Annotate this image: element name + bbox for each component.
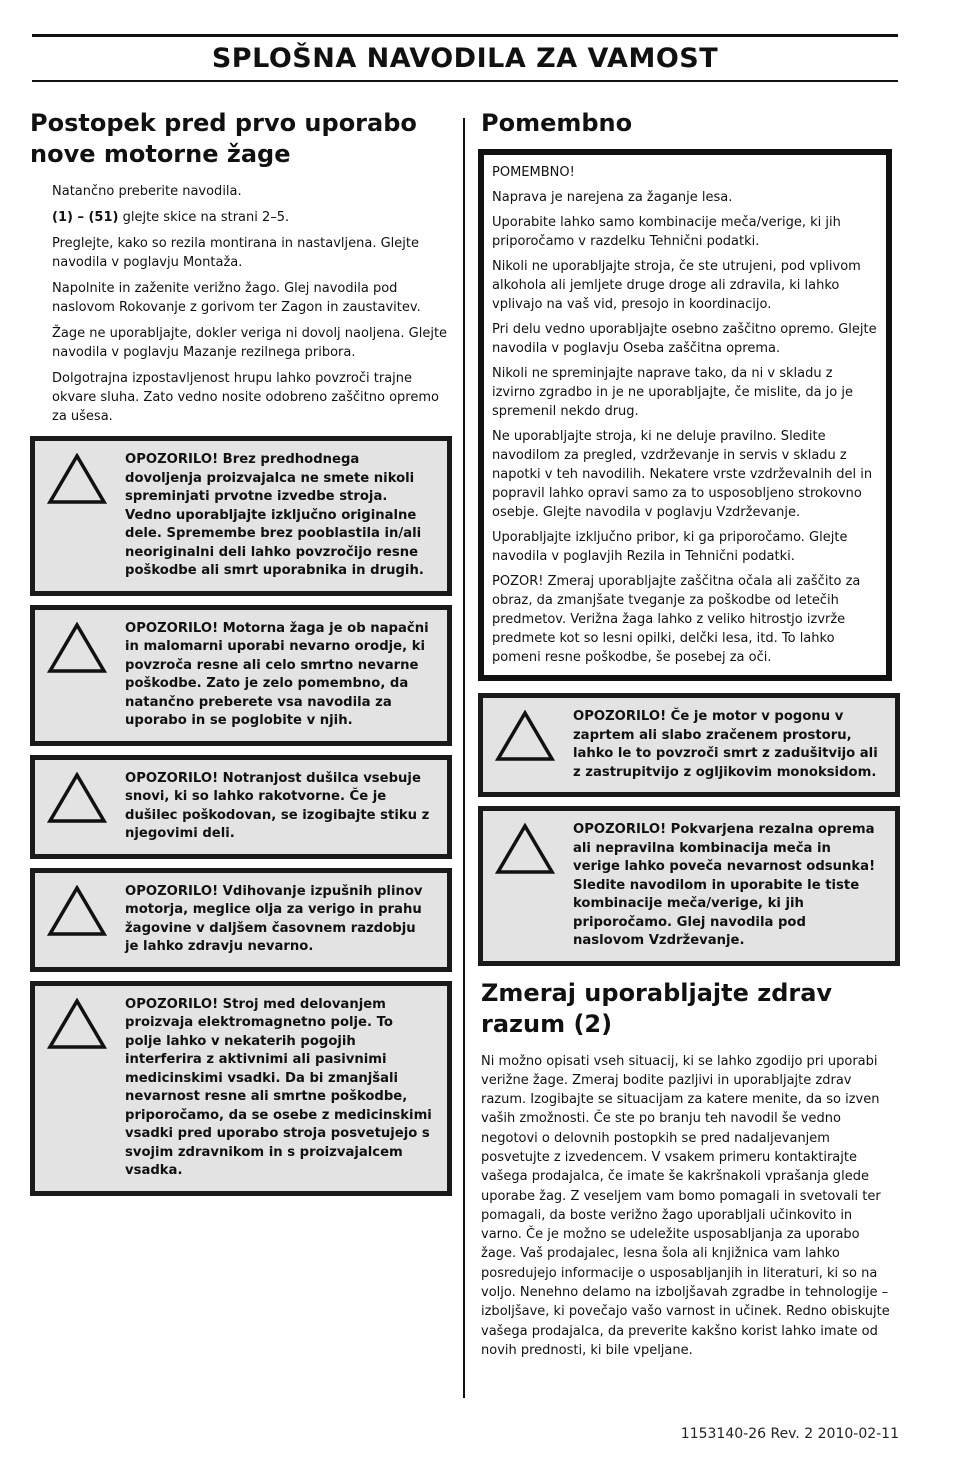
intro-list — [52, 182, 452, 426]
warning-triangle-icon — [47, 772, 107, 824]
left-column — [30, 108, 452, 1196]
section-heading-first-use: Postopek pred prvo uporabo nove motorne žage — [30, 109, 417, 168]
warning-box — [30, 436, 452, 596]
warning-box — [30, 755, 452, 859]
warning-triangle-icon — [47, 885, 107, 937]
important-item: Uporabljajte izključno pribor, ki ga priporočamo. Glejte navodila v poglavjih Rezila in Tehnični podatki. — [492, 530, 848, 564]
body-paragraph: Ni možno opisati vseh situacij, ki se lahko zgodijo pri uporabi verižne žage. Zmeraj bodite pazljivi in uporabljajte zdrav razum. Izogibajte se situacijam za katere menite, da so izven vaših zmožnosti. Če ste po branju teh navodil še vedno negotovi o delovnih postopkih se pred nadaljevanjem posvetujte z izvedencem. V vsakem primeru kontaktirajte vašega prodajalca, če imate še kakršnakoli vprašanja glede uporabe žag. Z veseljem vam bomo pomagali in svetovali ter pomagali, da boste verižno žago uporabljali učinkovito in varno. Če je možno se udeležite usposabljanja za uporabo žage. Vaš prodajalec, lesna šola ali knjižnica vam lahko posredujejo informacije o usposabljanjih in literaturi, ki so na voljo. Nenehno delamo na izboljšavah zgradbe in tehnologije – izboljšave, ki povečajo vašo varnost in učinek. Redno obiskujte vašega prodajalca, da preverite kakšno korist lahko imate od novih prednosti, ki bile vpeljane. — [481, 1053, 890, 1358]
warning-text: OPOZORILO! Stroj med delovanjem proizvaja elektromagnetno polje. To polje lahko v nekaterih pogojih interferira z aktivnimi ali pasivnimi medicinskimi vsadki. Da bi zmanjšali nevarnost resne ali smrtne poškodbe, priporočamo, da se osebe z medicinskimi vsadki pred uporabo stroja posvetujejo s svojim zdravnikom in s proizvajalcem vsadka. — [125, 996, 432, 1178]
figure-reference-range: (1) – (51) — [52, 210, 119, 225]
important-item: Uporabite lahko samo kombinacije meča/verige, ki jih priporočamo v razdelku Tehnični podatki. — [492, 215, 841, 249]
warning-text: OPOZORILO! Če je motor v pogonu v zaprtem ali slabo zračenem prostoru, lahko le to povzroči smrt z zadušitvijo ali z zastrupitvijo z ogljikovim monoksidom. — [573, 709, 878, 780]
intro-paragraph: Napolnite in zaženite verižno žago. Glej navodila pod naslovom Rokovanje z gorivom ter Zagon in zaustavitev. — [52, 281, 421, 315]
section-heading-important: Pomembno — [481, 109, 633, 137]
common-sense-body — [481, 1052, 895, 1361]
right-column — [478, 108, 902, 1360]
important-item: Nikoli ne spreminjajte naprave tako, da ni v skladu z izvirno zgradbo in je ne uporabljajte, če mislite, da jo je spremenil nekdo drug. — [492, 366, 853, 419]
figure-reference — [52, 208, 452, 227]
warning-text: OPOZORILO! Motorna žaga je ob napačni in malomarni uporabi nevarno orodje, ki povzroča resne ali celo smrtno nevarne poškodbe. Zato je zelo pomembno, da natančno preberete vsa navodila za uporabo in se poglobite v njih. — [125, 620, 429, 728]
page-title: SPLOŠNA NAVODILA ZA VAMOST — [211, 43, 719, 74]
important-item: Naprava je narejena za žaganje lesa. — [492, 190, 733, 205]
warning-box — [478, 693, 900, 797]
warning-box — [30, 868, 452, 972]
intro-paragraph: Dolgotrajna izpostavljenost hrupu lahko povzroči trajne okvare sluha. Zato vedno nosite odobreno zaščitno opremo za ušesa. — [52, 371, 439, 424]
warning-text: OPOZORILO! Notranjost dušilca vsebuje snovi, ki so lahko rakotvorne. Če je dušilec poškodovan, se izogibajte stiku z njegovimi deli. — [125, 770, 430, 841]
warning-triangle-icon — [47, 998, 107, 1050]
warning-text: OPOZORILO! Vdihovanje izpušnih plinov motorja, meglice olja za verigo in prahu žagovine v daljšem časovnem razdobju je lahko zdravju nevarno. — [125, 883, 423, 954]
title-bar — [32, 34, 898, 82]
warning-triangle-icon — [495, 710, 555, 762]
important-box — [478, 149, 892, 681]
warning-triangle-icon — [47, 622, 107, 674]
intro-paragraph: Natančno preberite navodila. — [52, 184, 242, 199]
intro-paragraph: Žage ne uporabljajte, dokler veriga ni dovolj naoljena. Glejte navodila v poglavju Mazanje rezilnega pribora. — [52, 326, 448, 360]
warning-text: OPOZORILO! Brez predhodnega dovoljenja proizvajalca ne smete nikoli spreminjati prvotne izvedbe stroja. Vedno uporabljajte izključno originalne dele. Spremembe brez pooblastila in/ali neoriginalni deli lahko povzročijo resne poškodbe ali smrt uporabnika in drugih. — [125, 452, 424, 578]
column-divider — [463, 118, 465, 1398]
important-item: POZOR! Zmeraj uporabljajte zaščitna očala ali zaščito za obraz, da zmanjšate tveganje za poškodbe od letečih predmetov. Verižna žaga lahko z veliko hitrostjo izvrže predmete kot so lesni opilki, delčki lesa, itd. To lahko pomeni resne poškodbe, še posebej za oči. — [492, 574, 861, 665]
intro-paragraph: Preglejte, kako so rezila montirana in nastavljena. Glejte navodila v poglavju Montaža. — [52, 236, 419, 270]
warning-box — [30, 605, 452, 746]
warning-triangle-icon — [495, 823, 555, 875]
warning-text: OPOZORILO! Pokvarjena rezalna oprema ali nepravilna kombinacija meča in verige lahko poveča nevarnost odsunka! Sledite navodilom in uporabite le tiste kombinacije meča/verige, ki jih priporočamo. Glej navodila pod naslovom Vzdrževanje. — [573, 822, 876, 948]
section-heading-common-sense: Zmeraj uporabljajte zdrav razum (2) — [481, 978, 833, 1038]
important-item: Pri delu vedno uporabljajte osebno zaščitno opremo. Glejte navodila v poglavju Oseba zaščitna oprema. — [492, 322, 877, 356]
document-footer: 1153140-26 Rev. 2 2010-02-11 — [680, 1426, 899, 1442]
important-label: POMEMBNO! — [492, 165, 575, 180]
warning-box — [478, 806, 900, 966]
important-item: Ne uporabljajte stroja, ki ne deluje pravilno. Sledite navodilom za pregled, vzdrževanje in servis v skladu z napotki v teh navodilih. Nekatere vrste vzdrževalnih del in popravil lahko opravi samo za to usposobljeno strokovno osebje. Glejte navodila v poglavju Vzdrževanje. — [492, 429, 873, 520]
figure-reference-text: glejte skice na strani 2–5. — [118, 210, 290, 225]
important-item: Nikoli ne uporabljajte stroja, če ste utrujeni, pod vplivom alkohola ali jemljete druge droge ali zdravila, ki lahko vplivajo na vaš vid, presojo in koordinacijo. — [492, 259, 861, 312]
warning-box — [30, 981, 452, 1196]
warning-triangle-icon — [47, 453, 107, 505]
